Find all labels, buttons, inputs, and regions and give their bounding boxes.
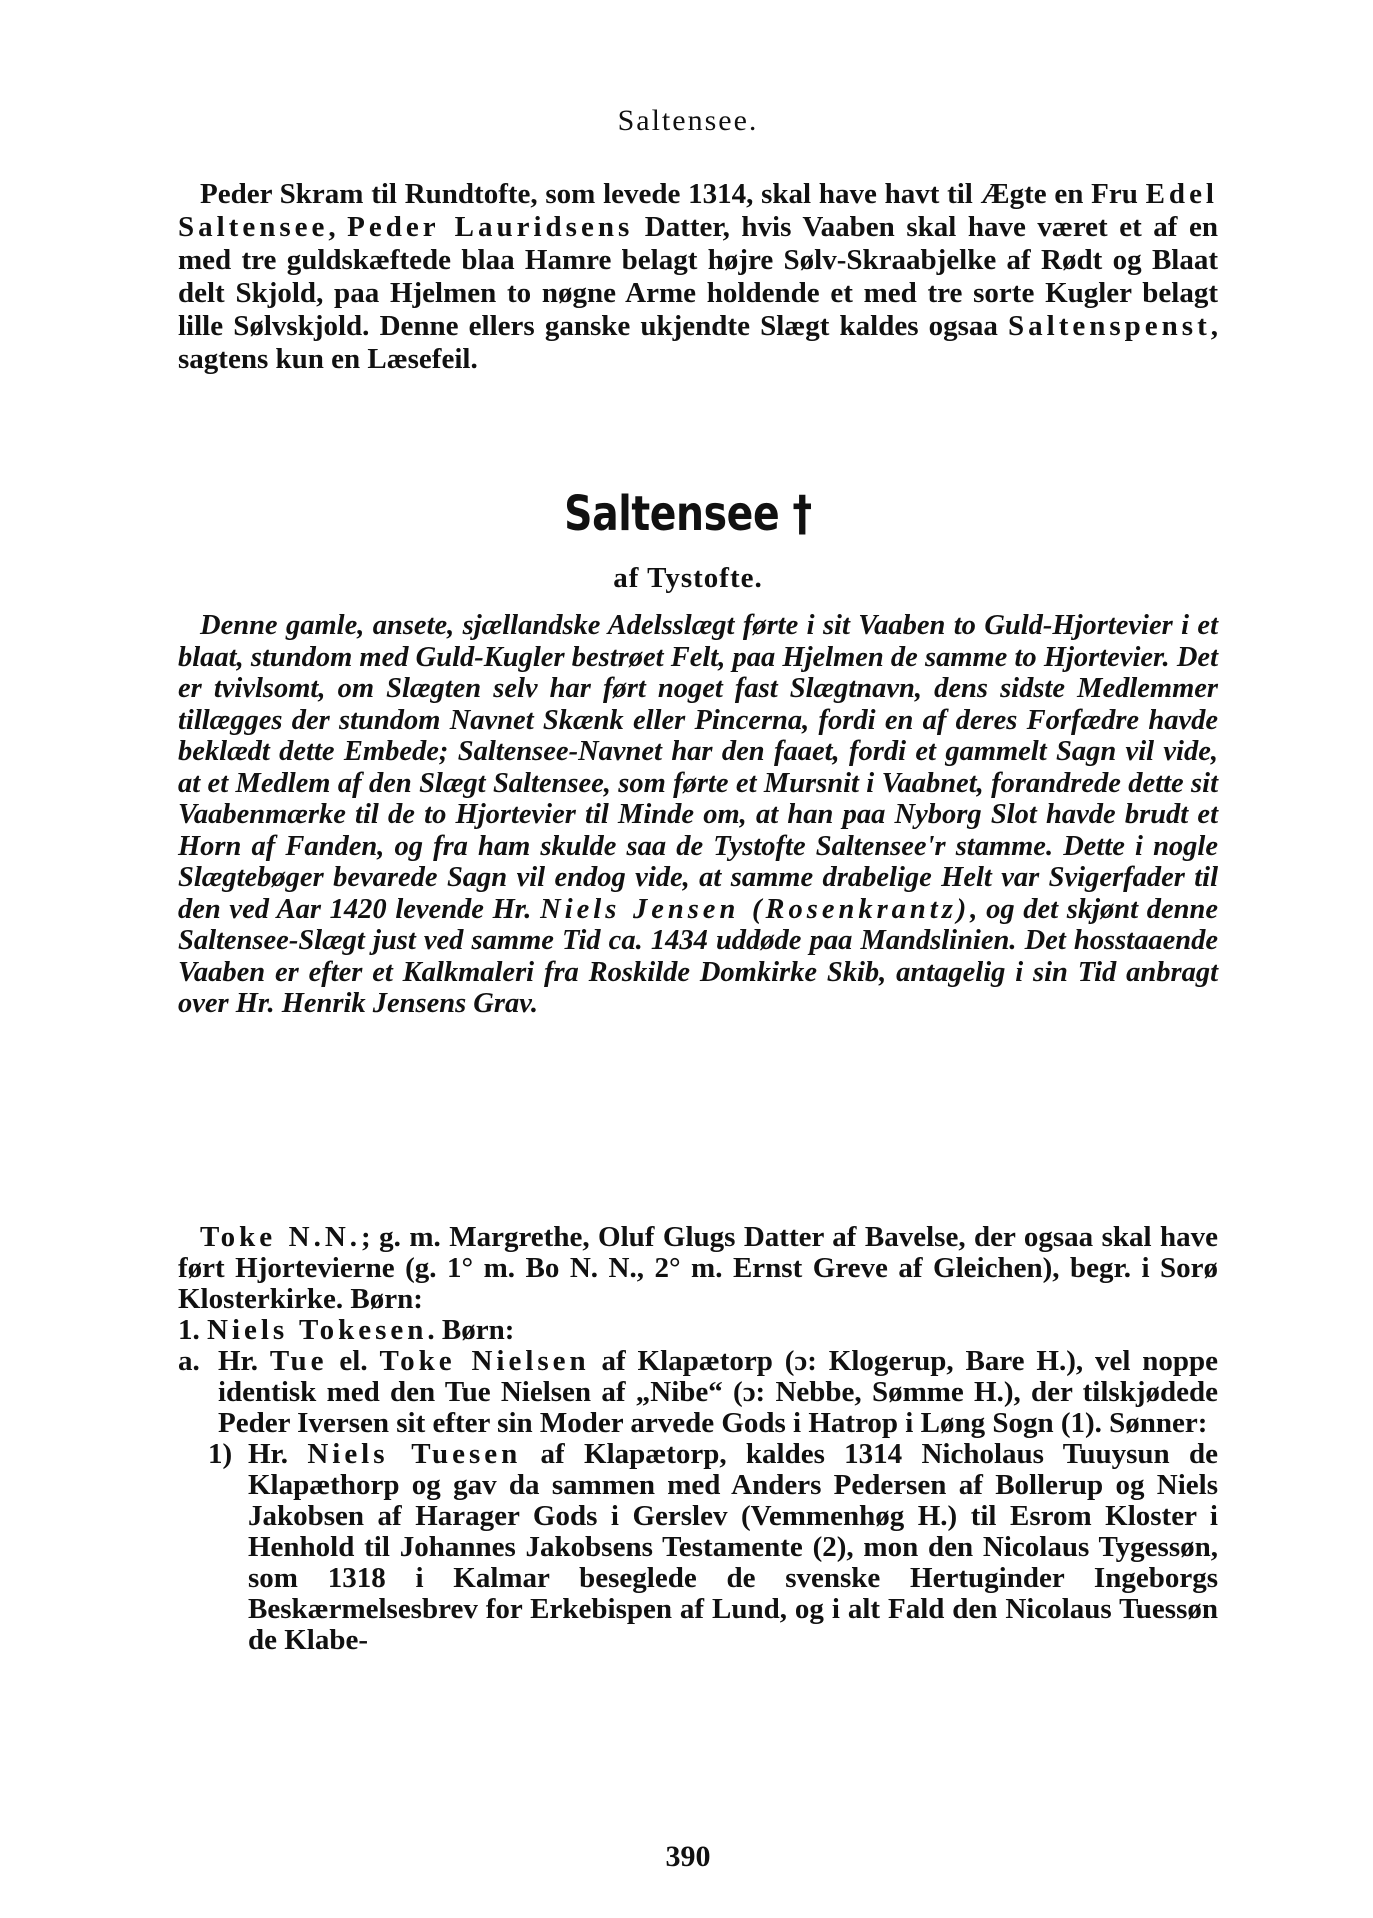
history-text [178, 610, 1218, 1020]
intro-text-part: , [328, 211, 348, 243]
genealogy-text: af Klapætorp (ɔ: Klogerup, Bare H.), vel noppe identisk med den Tue Nielsen af „Nibe“ (ɔ: Nebbe, Sømme H.), der tilskjødede Peder Iversen sit efter sin Moder arvede Gods i Hatrop i Løng Sogn (1). Sønner: [218, 1345, 1218, 1439]
intro-paragraph [178, 178, 1218, 376]
genealogy-text: Hr. [218, 1345, 270, 1377]
genealogy-entry-level2 [178, 1346, 1218, 1439]
genealogy-entry-level3 [178, 1439, 1218, 1656]
document-page [158, 0, 1218, 1918]
intro-text [178, 178, 1218, 376]
history-text-part: , og det skjønt denne Saltensee-Slægt just ved samme Tid ca. 1434 uddøde paa Mandslinien. Det hosstaaende Vaaben er efter et Kalkmaleri fra Roskilde Domkirke Skib, antagelig i sin Tid anbragt over Hr. Henrik Jensens Grav. [178, 893, 1218, 1019]
genealogy-text [200, 1314, 207, 1346]
genealogy-text: Hr. [248, 1438, 308, 1470]
person-name-spaced: Toke N.N. [200, 1221, 362, 1253]
history-paragraph [178, 610, 1218, 1020]
person-name-spaced: Niels Jensen (Rosenkrantz) [540, 893, 971, 925]
person-name-spaced: Peder Lauridsens [347, 211, 634, 243]
genealogy-entry-root [178, 1222, 1218, 1315]
genealogy-text: . Børn: [427, 1314, 515, 1346]
genealogy-marker: 1) [208, 1438, 233, 1470]
history-text-part: Denne gamle, ansete, sjællandske Adelsslægt førte i sit Vaaben to Guld-Hjortevier i et blaat, stundom med Guld-Kugler bestrøet Felt, paa Hjelmen de samme to Hjortevier. Det er tvivlsomt, om Slægten selv har ført noget fast Slægtnavn, dens sidste Medlemmer tillægges der stundom Navnet Skænk eller Pincerna, fordi en af deres Forfædre havde beklædt dette Embede; Saltensee-Navnet har den faaet, fordi et gammelt Sagn vil vide, at et Medlem af den Slægt Saltensee, som førte et Mursnit i Vaabnet, forandrede dette sit Vaabenmærke til de to Hjortevier til Minde om, at han paa Nyborg Slot havde brudt et Horn af Fanden, og fra ham skulde saa de Tystofte Saltensee'r stamme. Dette i nogle Slægtebøger bevarede Sagn vil endog vide, at samme drabelige Helt var Svigerfader til den ved Aar 1420 levende Hr. [178, 610, 1218, 925]
genealogy-marker: a. [178, 1345, 200, 1377]
person-name-spaced: Toke Nielsen [379, 1345, 590, 1377]
genealogy-text: af Klapætorp, kaldes 1314 Nicholaus Tuuysun de Klapæthorp og gav da sammen med Anders Pedersen af Bollerup og Niels Jakobsen af Harager Gods i Gerslev (Vemmenhøg H.) til Esrom Kloster i Henhold til Johannes Jakobsens Testamente (2), mon den Nicolaus Tygessøn, som 1318 i Kalmar beseglede de svenske Hertuginder Ingeborgs Beskærmelsesbrev for Erkebispen af Lund, og i alt Fald den Nicolaus Tuessøn de Klabe- [248, 1438, 1218, 1656]
running-head: Saltensee. [617, 104, 759, 137]
genealogy-list [178, 1222, 1218, 1656]
person-name-spaced: Niels Tokesen [207, 1314, 428, 1346]
intro-text-part: , sagtens kun en Læsefeil. [178, 310, 1218, 375]
genealogy-text: el. [327, 1345, 380, 1377]
intro-text-part: Peder Skram til Rundtofte, som levede 1314, skal have havt til Ægte en Fru [200, 178, 1146, 210]
page-number: 390 [665, 1840, 711, 1873]
genealogy-text: ; g. m. Margrethe, Oluf Glugs Datter af Bavelse, der ogsaa skal have ført Hjortevierne (g. 1° m. Bo N. N., 2° m. Ernst Greve af Gleichen), begr. i Sorø Klosterkirke. Børn: [178, 1221, 1218, 1315]
family-title: Saltensee † [564, 486, 812, 542]
family-name-spaced: Saltenspenst [1008, 310, 1211, 342]
person-name-spaced: Niels Tuesen [307, 1438, 522, 1470]
genealogy-marker: 1. [178, 1314, 200, 1346]
family-subtitle: af Tystofte. [613, 562, 763, 594]
person-name-spaced: Tue [269, 1345, 328, 1377]
genealogy-entry-level1 [178, 1315, 1218, 1346]
person-name-spaced: Edel Saltensee [178, 178, 1218, 243]
intro-text-part: Datter, hvis Vaaben skal have været et af en med tre guldskæftede blaa Hamre belagt højre Sølv-Skraabjelke af Rødt og Blaat delt Skjold, paa Hjelmen to nøgne Arme holdende et med tre sorte Kugler belagt lille Sølvskjold. Denne ellers ganske ukjendte Slægt kaldes ogsaa [178, 211, 1219, 342]
